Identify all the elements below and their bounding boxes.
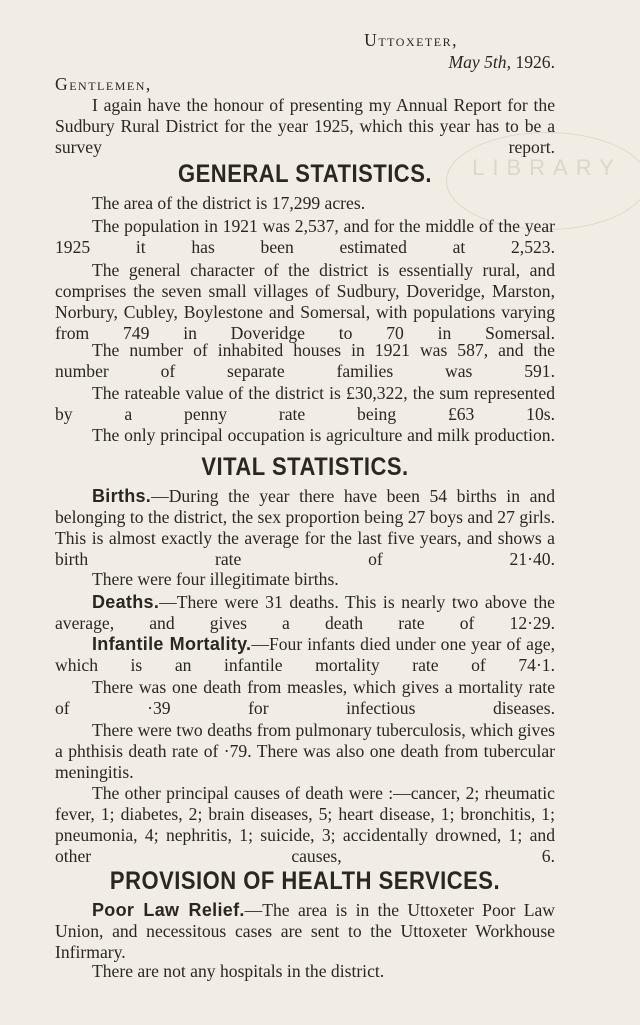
births-text: —During the year there have been 54 births in and belonging to the district, the sex proportion being 27 boys and 27 girls. This is almost exactly the average for the last five years, and shows a birth rate of 21·40. [55,486,555,569]
poor-law-paragraph [55,900,555,963]
poor-law-text: —The area is in the Uttoxeter Poor Law Union, and necessitous cases are sent to the Uttoxeter Workhouse Infirmary. [55,900,555,962]
character-paragraph: The general character of the district is essentially rural, and comprises the seven small villages of Sudbury, Doveridge, Marston, Norbury, Cubley, Boylestone and Somersal, with populations varying from 749 in Doveridge to 70 in Somersal. [55,260,555,343]
births-paragraph [55,486,555,570]
intro-paragraph: I again have the honour of presenting my Annual Report for the Sudbury Rural District for the year 1925, which this year has to be a survey report. [55,95,555,157]
infant-mortality-text: —Four infants died under one year of age, which is an infantile mortality rate of 74·1. [55,634,555,675]
measles-paragraph: There was one death from measles, which gives a mortality rate of ·39 for infectious diseases. [55,677,555,718]
infant-mortality-paragraph [55,634,555,676]
date-year: 1926. [515,52,555,72]
vital-statistics-heading: VITAL STATISTICS. [201,452,409,481]
infant-mortality-lead: Infantile Mortality. [92,634,252,654]
area-paragraph: The area of the district is 17,299 acres. [92,193,366,213]
tuberculosis-paragraph: There were two deaths from pulmonary tuberculosis, which gives a phthisis death rate of ·79. There was also one death from tubercular meningitis. [55,720,555,782]
provision-heading: PROVISION OF HEALTH SERVICES. [109,866,501,895]
occupation-paragraph: The only principal occupation is agriculture and milk production. [92,425,555,445]
deaths-paragraph [55,592,555,634]
houses-paragraph: The number of inhabited houses in 1921 was 587, and the number of separate families was 591. [55,340,555,381]
illegitimate-paragraph: There were four illegitimate births. [92,569,339,589]
population-paragraph: The population in 1921 was 2,537, and for the middle of the year 1925 it has been estimated at 2,523. [55,216,555,257]
date-month: May [448,52,480,72]
births-lead: Births. [92,486,152,506]
deaths-text: —There were 31 deaths. This is nearly two above the average, and gives a death rate of 12·29. [55,592,555,633]
causes-paragraph: The other principal causes of death were :—cancer, 2; rheumatic fever, 1; diabetes, 2; brain diseases, 5; heart disease, 1; bronchitis, 1; pneumonia, 4; nephritis, 1; suicide, 3; accidentally drowned, 1; and other causes, 6. [55,783,555,866]
general-statistics-heading: GENERAL STATISTICS. [178,159,432,188]
deaths-lead: Deaths. [92,592,160,612]
date-day: 5th, [484,52,511,72]
salutation: Gentlemen, [55,74,152,94]
rateable-paragraph: The rateable value of the district is £30,322, the sum represented by a penny rate being £63 10s. [55,383,555,424]
library-stamp: LIBRARY [446,132,640,230]
header-town: Uttoxeter, [364,30,458,50]
hospitals-paragraph: There are not any hospitals in the district. [92,961,385,981]
poor-law-lead: Poor Law Relief. [92,900,245,920]
header-date [55,52,555,73]
